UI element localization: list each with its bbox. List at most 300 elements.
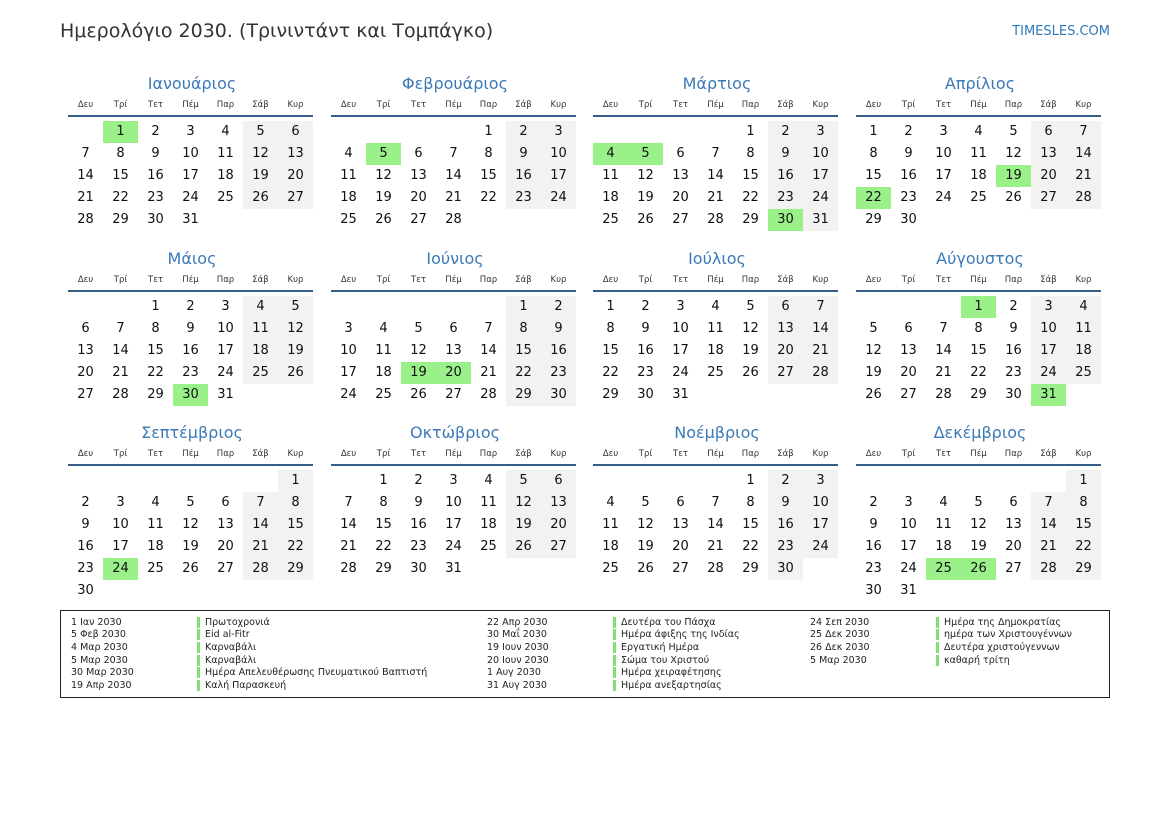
legend-row <box>800 616 1072 629</box>
weekday-label: Σάβ <box>777 100 794 110</box>
day-cell: 27 <box>672 561 689 576</box>
day-cell: 18 <box>707 343 724 358</box>
holiday-day-cell: 31 <box>1031 384 1066 406</box>
day-cell: 5 <box>746 299 755 314</box>
day-cell: 9 <box>904 146 913 161</box>
site-link[interactable]: TIMESLES.COM <box>1012 24 1110 39</box>
empty-cell <box>68 470 103 492</box>
day-cell: 10 <box>112 517 129 532</box>
month-name: Μάιος <box>167 249 217 268</box>
day-cell: 21 <box>803 340 838 362</box>
weekday-label: Σάβ <box>252 275 269 285</box>
day-cell: 30 <box>541 384 576 406</box>
day-cell: 15 <box>112 168 129 183</box>
day-cell: 27 <box>900 387 917 402</box>
day-cell: 3 <box>116 495 125 510</box>
day-cell: 11 <box>340 168 357 183</box>
day-cell: 2 <box>506 121 541 143</box>
holiday-day-cell: 4 <box>593 143 628 165</box>
day-cell: 14 <box>340 517 357 532</box>
legend-row <box>477 654 740 667</box>
day-cell: 17 <box>182 168 199 183</box>
day-cell: 21 <box>77 190 94 205</box>
weekday-label: Τρί <box>113 449 128 459</box>
day-cell: 18 <box>602 190 619 205</box>
empty-cell <box>628 470 663 492</box>
weekday-label: Κυρ <box>1075 100 1092 110</box>
weekday-label: Τετ <box>936 275 951 285</box>
legend-row <box>800 629 1072 642</box>
day-cell: 24 <box>672 365 689 380</box>
day-cell: 5 <box>186 495 195 510</box>
holiday-day-cell: 19 <box>996 165 1031 187</box>
day-cell: 26 <box>182 561 199 576</box>
month-name: Σεπτέμβριος <box>141 423 243 442</box>
legend-column-3 <box>800 616 1072 666</box>
day-cell: 29 <box>278 558 313 580</box>
day-cell: 8 <box>484 146 493 161</box>
month-block <box>68 422 313 602</box>
day-cell: 16 <box>541 340 576 362</box>
day-cell: 14 <box>243 514 278 536</box>
day-cell: 7 <box>711 495 720 510</box>
day-cell: 29 <box>602 387 619 402</box>
month-name: Μάρτιος <box>682 74 752 93</box>
legend-date: 1 Αυγ 2030 <box>487 667 541 679</box>
legend-date: 1 Ιαν 2030 <box>71 616 122 628</box>
weekday-label: Σάβ <box>777 275 794 285</box>
day-cell: 12 <box>637 517 654 532</box>
day-cell: 11 <box>935 517 952 532</box>
weekday-label: Πέμ <box>970 275 987 285</box>
day-cell: 17 <box>217 343 234 358</box>
day-cell: 10 <box>935 146 952 161</box>
day-cell: 18 <box>602 539 619 554</box>
legend-date: 19 Απρ 2030 <box>71 679 132 691</box>
day-cell: 4 <box>939 495 948 510</box>
empty-cell <box>996 470 1031 492</box>
empty-cell <box>698 121 733 143</box>
empty-cell <box>401 296 436 318</box>
weekday-header <box>856 270 1101 290</box>
day-cell: 23 <box>410 539 427 554</box>
day-cell: 13 <box>768 318 803 340</box>
day-grid <box>593 121 838 231</box>
day-cell: 3 <box>676 299 685 314</box>
day-cell: 26 <box>506 536 541 558</box>
day-cell: 28 <box>1066 187 1101 209</box>
day-cell: 27 <box>541 536 576 558</box>
day-cell: 10 <box>900 517 917 532</box>
day-cell: 17 <box>445 517 462 532</box>
day-cell: 18 <box>147 539 164 554</box>
header-rule <box>856 464 1101 466</box>
weekday-label: Δευ <box>340 449 357 459</box>
day-cell: 24 <box>340 387 357 402</box>
day-cell: 16 <box>768 514 803 536</box>
weekday-label: Πέμ <box>707 275 724 285</box>
header-rule <box>593 115 838 117</box>
day-cell: 8 <box>278 492 313 514</box>
legend-holiday-name: Ημέρα της Δημοκρατίας <box>936 617 1061 628</box>
day-cell: 25 <box>970 190 987 205</box>
legend-holiday-name: Εργατική Ημέρα <box>613 642 699 653</box>
legend-date: 31 Αυγ 2030 <box>487 679 547 691</box>
weekday-label: Κυρ <box>550 100 567 110</box>
day-cell: 8 <box>151 321 160 336</box>
day-cell: 28 <box>707 561 724 576</box>
day-cell: 22 <box>742 539 759 554</box>
weekday-label: Κυρ <box>812 449 829 459</box>
holiday-day-cell: 20 <box>436 362 471 384</box>
weekday-label: Τετ <box>673 275 688 285</box>
weekday-header <box>68 270 313 290</box>
day-cell: 4 <box>243 296 278 318</box>
weekday-label: Τετ <box>148 449 163 459</box>
day-cell: 21 <box>707 539 724 554</box>
day-cell: 6 <box>414 146 423 161</box>
weekday-header <box>331 444 576 464</box>
day-cell: 27 <box>1031 187 1066 209</box>
day-cell: 29 <box>742 561 759 576</box>
day-cell: 10 <box>803 492 838 514</box>
day-cell: 16 <box>900 168 917 183</box>
empty-cell <box>698 470 733 492</box>
weekday-header <box>593 270 838 290</box>
weekday-label: Πέμ <box>707 100 724 110</box>
day-cell: 8 <box>379 495 388 510</box>
weekday-label: Πέμ <box>182 275 199 285</box>
weekday-label: Δευ <box>602 100 619 110</box>
legend-row <box>477 679 740 692</box>
day-cell: 5 <box>1009 124 1018 139</box>
day-cell: 2 <box>414 473 423 488</box>
weekday-label: Κυρ <box>550 275 567 285</box>
day-cell: 9 <box>869 517 878 532</box>
legend-holiday-name: Ημέρα Απελευθέρωσης Πνευματικού Βαπτιστή <box>197 667 427 678</box>
day-cell: 18 <box>1066 340 1101 362</box>
legend-holiday-name: Δευτέρα του Πάσχα <box>613 617 716 628</box>
day-cell: 23 <box>900 190 917 205</box>
day-cell: 26 <box>637 561 654 576</box>
day-cell: 23 <box>541 362 576 384</box>
day-cell: 1 <box>506 296 541 318</box>
day-cell: 12 <box>410 343 427 358</box>
legend-row <box>477 666 740 679</box>
month-block <box>593 73 838 231</box>
empty-cell <box>366 121 401 143</box>
day-cell: 26 <box>410 387 427 402</box>
day-cell: 15 <box>742 517 759 532</box>
legend-row <box>477 629 740 642</box>
day-cell: 24 <box>541 187 576 209</box>
empty-cell <box>331 296 366 318</box>
header-rule <box>856 290 1101 292</box>
weekday-label: Τετ <box>148 275 163 285</box>
day-cell: 21 <box>480 365 497 380</box>
empty-cell <box>628 121 663 143</box>
day-cell: 20 <box>1005 539 1022 554</box>
weekday-label: Σάβ <box>515 275 532 285</box>
day-cell: 28 <box>480 387 497 402</box>
legend-date: 30 Μαρ 2030 <box>71 667 134 679</box>
day-cell: 6 <box>541 470 576 492</box>
empty-cell <box>68 296 103 318</box>
day-cell: 5 <box>974 495 983 510</box>
holiday-day-cell: 5 <box>366 143 401 165</box>
day-cell: 3 <box>803 121 838 143</box>
month-block <box>593 248 838 406</box>
day-cell: 26 <box>243 187 278 209</box>
day-cell: 27 <box>672 212 689 227</box>
legend-date: 20 Ιουν 2030 <box>487 654 549 666</box>
month-name: Οκτώβριος <box>409 423 500 442</box>
day-cell: 24 <box>900 561 917 576</box>
day-cell: 13 <box>278 143 313 165</box>
weekday-label: Κυρ <box>287 449 304 459</box>
legend-holiday-name: Καλή Παρασκευή <box>197 680 286 691</box>
day-cell: 11 <box>147 517 164 532</box>
month-block <box>331 422 576 580</box>
day-cell: 30 <box>77 583 94 598</box>
day-cell: 19 <box>243 165 278 187</box>
legend-holiday-name: Ημέρα χειραφέτησης <box>613 667 722 678</box>
weekday-label: Σάβ <box>515 449 532 459</box>
day-cell: 10 <box>1031 318 1066 340</box>
day-cell: 6 <box>278 121 313 143</box>
legend-holiday-name: Καρναβάλι <box>197 655 256 666</box>
day-cell: 3 <box>186 124 195 139</box>
day-cell: 29 <box>1066 558 1101 580</box>
day-cell: 25 <box>707 365 724 380</box>
weekday-label: Πέμ <box>445 100 462 110</box>
weekday-label: Τρί <box>901 100 916 110</box>
day-cell: 2 <box>151 124 160 139</box>
day-grid <box>331 296 576 406</box>
weekday-label: Δευ <box>77 275 94 285</box>
empty-cell <box>366 296 401 318</box>
day-cell: 11 <box>1066 318 1101 340</box>
day-cell: 19 <box>742 343 759 358</box>
weekday-header <box>856 444 1101 464</box>
day-cell: 23 <box>768 187 803 209</box>
day-cell: 4 <box>711 299 720 314</box>
header-rule <box>68 115 313 117</box>
weekday-label: Παρ <box>1004 275 1023 285</box>
day-cell: 28 <box>1031 558 1066 580</box>
day-cell: 1 <box>869 124 878 139</box>
empty-cell <box>436 296 471 318</box>
day-cell: 30 <box>410 561 427 576</box>
weekday-label: Παρ <box>216 275 235 285</box>
header-rule <box>68 464 313 466</box>
day-cell: 26 <box>278 362 313 384</box>
legend-date: 19 Ιουν 2030 <box>487 641 549 653</box>
weekday-label: Δευ <box>340 100 357 110</box>
day-cell: 7 <box>116 321 125 336</box>
empty-cell <box>103 296 138 318</box>
day-cell: 12 <box>865 343 882 358</box>
day-cell: 30 <box>768 558 803 580</box>
holiday-day-cell: 22 <box>856 187 891 209</box>
day-cell: 20 <box>672 539 689 554</box>
holiday-day-cell: 30 <box>768 209 803 231</box>
weekday-header <box>593 444 838 464</box>
legend-date: 22 Απρ 2030 <box>487 616 548 628</box>
weekday-label: Τετ <box>411 275 426 285</box>
day-cell: 13 <box>1031 143 1066 165</box>
weekday-label: Παρ <box>216 100 235 110</box>
day-cell: 7 <box>1031 492 1066 514</box>
day-cell: 7 <box>243 492 278 514</box>
day-cell: 24 <box>803 536 838 558</box>
day-cell: 4 <box>1066 296 1101 318</box>
empty-cell <box>961 470 996 492</box>
day-cell: 14 <box>1066 143 1101 165</box>
day-cell: 29 <box>112 212 129 227</box>
day-cell: 16 <box>768 165 803 187</box>
weekday-label: Τρί <box>638 100 653 110</box>
day-cell: 28 <box>707 212 724 227</box>
day-cell: 22 <box>742 190 759 205</box>
empty-cell <box>401 121 436 143</box>
day-cell: 28 <box>935 387 952 402</box>
day-cell: 29 <box>147 387 164 402</box>
day-cell: 11 <box>602 517 619 532</box>
day-cell: 24 <box>182 190 199 205</box>
legend-date: 25 Δεκ 2030 <box>810 629 870 641</box>
day-cell: 18 <box>970 168 987 183</box>
day-cell: 3 <box>221 299 230 314</box>
day-cell: 16 <box>77 539 94 554</box>
month-name: Απρίλιος <box>944 74 1016 93</box>
empty-cell <box>891 470 926 492</box>
day-cell: 16 <box>1005 343 1022 358</box>
day-cell: 19 <box>375 190 392 205</box>
day-cell: 5 <box>506 470 541 492</box>
day-cell: 27 <box>217 561 234 576</box>
empty-cell <box>891 296 926 318</box>
day-cell: 14 <box>707 517 724 532</box>
weekday-label: Τρί <box>901 275 916 285</box>
day-cell: 6 <box>1031 121 1066 143</box>
day-cell: 23 <box>768 536 803 558</box>
day-cell: 20 <box>541 514 576 536</box>
day-grid <box>331 470 576 580</box>
day-cell: 13 <box>900 343 917 358</box>
empty-cell <box>331 470 366 492</box>
day-cell: 13 <box>672 168 689 183</box>
weekday-header <box>331 270 576 290</box>
weekday-label: Τρί <box>638 449 653 459</box>
day-cell: 6 <box>676 495 685 510</box>
day-cell: 13 <box>672 517 689 532</box>
empty-cell <box>856 296 891 318</box>
day-cell: 5 <box>414 321 423 336</box>
weekday-label: Τετ <box>936 100 951 110</box>
day-cell: 4 <box>379 321 388 336</box>
day-cell: 4 <box>484 473 493 488</box>
day-cell: 2 <box>541 296 576 318</box>
day-cell: 4 <box>974 124 983 139</box>
day-cell: 3 <box>904 495 913 510</box>
holiday-day-cell: 19 <box>401 362 436 384</box>
month-name: Ιούνιος <box>426 249 484 268</box>
day-cell: 16 <box>410 517 427 532</box>
day-grid <box>68 470 313 602</box>
legend-date: 4 Μαρ 2030 <box>71 641 128 653</box>
weekday-label: Παρ <box>479 449 498 459</box>
day-cell: 21 <box>340 539 357 554</box>
empty-cell <box>208 470 243 492</box>
weekday-label: Κυρ <box>812 100 829 110</box>
day-cell: 27 <box>278 187 313 209</box>
day-grid <box>68 121 313 231</box>
day-cell: 9 <box>768 492 803 514</box>
day-cell: 10 <box>803 143 838 165</box>
day-cell: 7 <box>344 495 353 510</box>
weekday-header <box>68 95 313 115</box>
weekday-label: Δευ <box>865 100 882 110</box>
weekday-label: Πέμ <box>182 100 199 110</box>
day-cell: 30 <box>900 212 917 227</box>
day-cell: 30 <box>147 212 164 227</box>
day-cell: 20 <box>217 539 234 554</box>
day-cell: 10 <box>541 143 576 165</box>
day-cell: 18 <box>935 539 952 554</box>
day-cell: 13 <box>217 517 234 532</box>
day-cell: 8 <box>746 495 755 510</box>
day-cell: 24 <box>217 365 234 380</box>
weekday-label: Τρί <box>376 449 391 459</box>
day-cell: 21 <box>1031 536 1066 558</box>
legend-holiday-name: καθαρή τρίτη <box>936 655 1010 666</box>
day-cell: 14 <box>803 318 838 340</box>
day-cell: 26 <box>1005 190 1022 205</box>
empty-cell <box>593 470 628 492</box>
day-cell: 20 <box>1031 165 1066 187</box>
day-cell: 12 <box>970 517 987 532</box>
legend-date: 5 Μαρ 2030 <box>71 654 128 666</box>
month-name: Ιανουάριος <box>147 74 237 93</box>
weekday-label: Πέμ <box>970 449 987 459</box>
day-cell: 28 <box>803 362 838 384</box>
day-cell: 2 <box>904 124 913 139</box>
day-cell: 26 <box>742 365 759 380</box>
day-cell: 24 <box>445 539 462 554</box>
day-cell: 26 <box>637 212 654 227</box>
month-name: Δεκέμβριος <box>933 423 1027 442</box>
legend-date: 26 Δεκ 2030 <box>810 641 870 653</box>
day-cell: 16 <box>637 343 654 358</box>
month-block <box>331 73 576 231</box>
day-cell: 12 <box>637 168 654 183</box>
day-cell: 20 <box>768 340 803 362</box>
day-cell: 27 <box>445 387 462 402</box>
weekday-label: Κυρ <box>1075 449 1092 459</box>
weekday-label: Δευ <box>77 449 94 459</box>
header-rule <box>593 464 838 466</box>
day-cell: 26 <box>375 212 392 227</box>
month-name: Νοέμβριος <box>674 423 760 442</box>
day-cell: 28 <box>340 561 357 576</box>
day-cell: 1 <box>1066 470 1101 492</box>
day-cell: 28 <box>243 558 278 580</box>
day-cell: 9 <box>1009 321 1018 336</box>
weekday-label: Παρ <box>216 449 235 459</box>
day-cell: 6 <box>676 146 685 161</box>
day-cell: 22 <box>506 362 541 384</box>
